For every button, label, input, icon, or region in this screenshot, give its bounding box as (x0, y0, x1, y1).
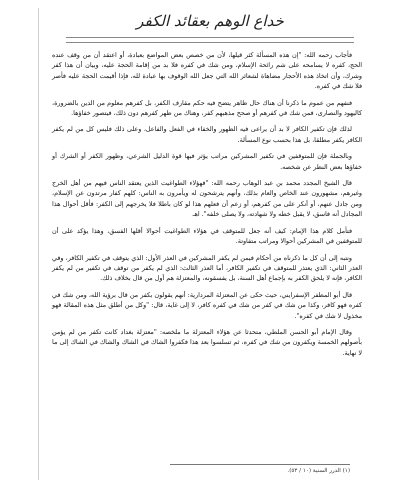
paragraph: قال أبو المظفر الإسفرايني، حيث حكى عن المعتزلة المردارية: أنهم يقولون بكفر من قال برؤية الله، ومن شك في كفره فهو كافر، وكذا من شك في كفر من شك في كفره كافر، لا إلى غاية، قال: "وكل من أطلق مثل هذه المقالة فهو مخذول لا شك في كفره". (52, 290, 362, 320)
header-rule (66, 37, 354, 43)
paragraph: فأجاب رحمه الله: "إن هذه المسألة كثر قيلها، لأن من خصص بعض المواضع بعبادة، أو اعتقد أن من وقف عنده الحج، كفره لا يسامحه على شم رائحة الإسلام، ومن شك في كفره فلا بد من إقامة الحجة عليه، وبيان أن هذا كفر وشرك، وأن اتخاذ هذه الأحجار مضاهاة لشعائر الله التي جعل الله الوقوف بها عبادة لله، فإذا أقيمت الحجة عليه فأصر فلا شك في كفره. (52, 51, 362, 91)
running-header (60, 10, 360, 44)
paragraph: وقال الإمام أبو الحسن الملطي، متحدثا عن هؤلاء المعتزلة ما ملخصه: "معتزلة بغداد كانت تكفر من لم يؤمن بأصولهم الخمسة ويكفرون من شك في كفره، ثم تسلسوا بعد هذا فكفروا الشاك في الشاك والشاك في الشاك إلى ما لا نهاية. (52, 327, 362, 357)
paragraph: فتأمل كلام هذا الإمام: كيف أنه جعل للمتوقف في هؤلاء الطواغيت أحوالا أقلها الفسق، وهذا يؤكد على أن للمتوقفين في المشركين أحوالا ومراتب متفاوتة. (52, 226, 362, 246)
paragraph: قال الشيخ المجدد محمد بن عبد الوهاب رحمه الله: "فهؤلاء الطواغيت الذين يعتقد الناس فيهم من أهل الخرج وغيرهم، مشهورون عند الخاص والعام بذلك، وأنهم يترشحون له ويأمرون به الناس: كلهم كفار مرتدون عن الإسلام، ومن جادل عنهم، أو أنكر على من كفرهم، أو زعم أن فعلهم هذا لو كان باطلا فلا يخرجهم إلى الكفر: فأقل أحوال هذا المجادل أنه فاسق، لا يقبل خطه ولا شهادته، ولا يصلى خلفه". اهـ (52, 179, 362, 219)
paragraph: فنفهم من عموم ما ذكرنا أن هناك حال ظاهر يتضح فيه حكم مقارف الكفر، بل كفرهم معلوم من الدين بالضرورة، كاليهود والنصارى، فمن شك في كفرهم أو صحح مذهبهم كفر، وهناك من ظهر كفرهم دون ذلك، فيتصور خفاؤها. (52, 98, 362, 118)
page-body (52, 50, 362, 362)
paragraph: لذلك فإن تكفير الكافر لا بد أن يراعى فيه الظهور والخفاء في الفعل والفاعل، وعلى ذلك فليس كل من لم يكفر الكافر يكفر مطلقا، بل هذا بحسب نوع المسألة. (52, 125, 362, 144)
book-title: خداع الوهم بعقائد الكفر (136, 12, 284, 30)
paragraph: وبالجملة فإن للمتوقفين في تكفير المشركين مراتب يؤثر فيها قوة الدليل الشرعي، وظهور الكفر أو الشرك أو خفاؤها بعض النظر عن شخصه. (52, 152, 362, 171)
footnote-rule (170, 464, 350, 465)
footnote: (١) الدرر السنية (١٠ / ٥٣). (287, 468, 350, 474)
paragraph: ونتبه إلى أن كل ما ذكرناه من أحكام فيمن لم يكفر المشركين في العذر الأول: الذي يتوقف في تكفير الكافر، وفي العذر الثاني: الذي يعتذر للمتوقف في تكفير الكافر، أما العذر الثالث: الذي لم يكفر من توقف في تكفير من لم يكفر الكافر، فإنه لا يلحق الكفر به بإجماع أهل السنة، بل يفسقونه، والمعتزلة هم أول من قال بخلاف ذلك. (52, 253, 362, 283)
